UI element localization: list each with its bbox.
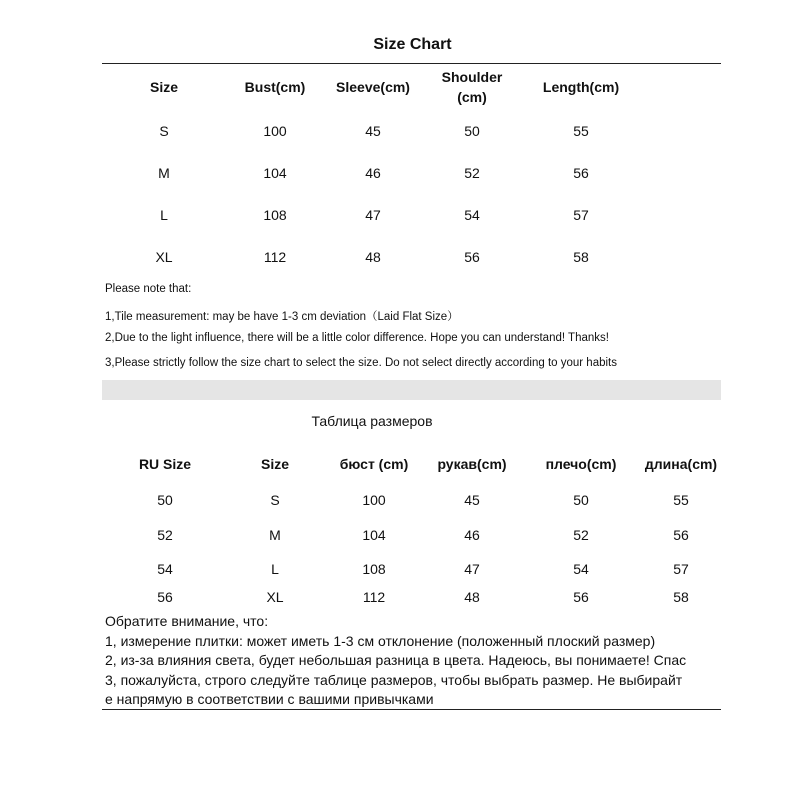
title-divider — [102, 63, 721, 64]
table-cell: M — [158, 165, 170, 181]
table-cell: 56 — [157, 589, 173, 605]
table-cell: 47 — [464, 561, 480, 577]
table-cell: 52 — [573, 527, 589, 543]
note-line: 2,Due to the light influence, there will be a little color difference. Hope you can understand! Thanks! — [105, 332, 609, 344]
column-header: Bust(cm) — [244, 79, 306, 95]
column-header: рукав(cm) — [437, 456, 507, 472]
table-cell: 54 — [573, 561, 589, 577]
column-header: Length(cm) — [542, 79, 620, 95]
table-cell: 108 — [263, 207, 287, 223]
table-cell: 50 — [573, 492, 589, 508]
table-cell: S — [270, 492, 280, 508]
table-cell: 57 — [573, 207, 589, 223]
column-header: бюст (cm) — [339, 456, 409, 472]
table-cell: XL — [155, 249, 173, 265]
table-cell: 104 — [362, 527, 386, 543]
table-cell: 47 — [365, 207, 381, 223]
note-line: Обратите внимание, что: — [105, 613, 269, 629]
table-cell: 54 — [464, 207, 480, 223]
table-cell: 45 — [464, 492, 480, 508]
table-cell: 58 — [673, 589, 689, 605]
note-line: е напрямую в соответствии с вашими привычками — [105, 691, 434, 707]
table-cell: 46 — [365, 165, 381, 181]
column-header: RU Size — [138, 456, 192, 472]
table-cell: 45 — [365, 123, 381, 139]
section-separator-band — [102, 380, 721, 400]
table-cell: 50 — [464, 123, 480, 139]
table-cell: 104 — [263, 165, 287, 181]
column-header: плечо(cm) — [545, 456, 617, 472]
note-line: Please note that: — [105, 283, 192, 295]
table-cell: 46 — [464, 527, 480, 543]
column-header: Sleeve(cm) — [336, 79, 410, 95]
size-chart-title: Size Chart — [373, 36, 452, 53]
table-cell: 52 — [464, 165, 480, 181]
table-cell: 56 — [573, 589, 589, 605]
table-cell: XL — [266, 589, 284, 605]
table-cell: 112 — [263, 249, 287, 265]
table-cell: 56 — [573, 165, 589, 181]
table-cell: 55 — [673, 492, 689, 508]
note-line: 3, пожалуйста, строго следуйте таблице размеров, чтобы выбрать размер. Не выбирайт — [105, 671, 683, 688]
table-cell: 55 — [573, 123, 589, 139]
table-cell: 100 — [362, 492, 386, 508]
table-cell: 112 — [362, 589, 386, 605]
table-cell: 100 — [263, 123, 287, 139]
table-cell: L — [160, 207, 168, 223]
note-line: 1, измерение плитки: может иметь 1-3 см отклонение (положенный плоский размер) — [105, 632, 656, 649]
column-header: длина(cm) — [644, 456, 718, 472]
column-header: Shoulder (cm) — [441, 69, 503, 105]
table-cell: 48 — [365, 249, 381, 265]
table-cell: 52 — [157, 527, 173, 543]
table-cell: 48 — [464, 589, 480, 605]
table-cell: 108 — [362, 561, 386, 577]
table-cell: 57 — [673, 561, 689, 577]
table-cell: 50 — [157, 492, 173, 508]
table-cell: 56 — [673, 527, 689, 543]
table-cell: L — [271, 561, 279, 577]
table-cell: 56 — [464, 249, 480, 265]
table-cell: 58 — [573, 249, 589, 265]
bottom-divider — [102, 709, 721, 710]
note-line: 3,Please strictly follow the size chart to select the size. Do not select directly according to your habits — [105, 357, 617, 369]
column-header: Size — [149, 79, 178, 95]
note-line: 1,Tile measurement: may be have 1-3 cm deviation（Laid Flat Size） — [105, 311, 459, 323]
note-line: 2, из-за влияния света, будет небольшая разница в цвета. Надеюсь, вы понимаете! Спас — [105, 652, 687, 668]
table-cell: S — [159, 123, 169, 139]
ru-size-chart-title: Таблица размеров — [311, 413, 433, 429]
column-header: Size — [260, 456, 289, 472]
table-cell: M — [269, 527, 281, 543]
table-cell: 54 — [157, 561, 173, 577]
